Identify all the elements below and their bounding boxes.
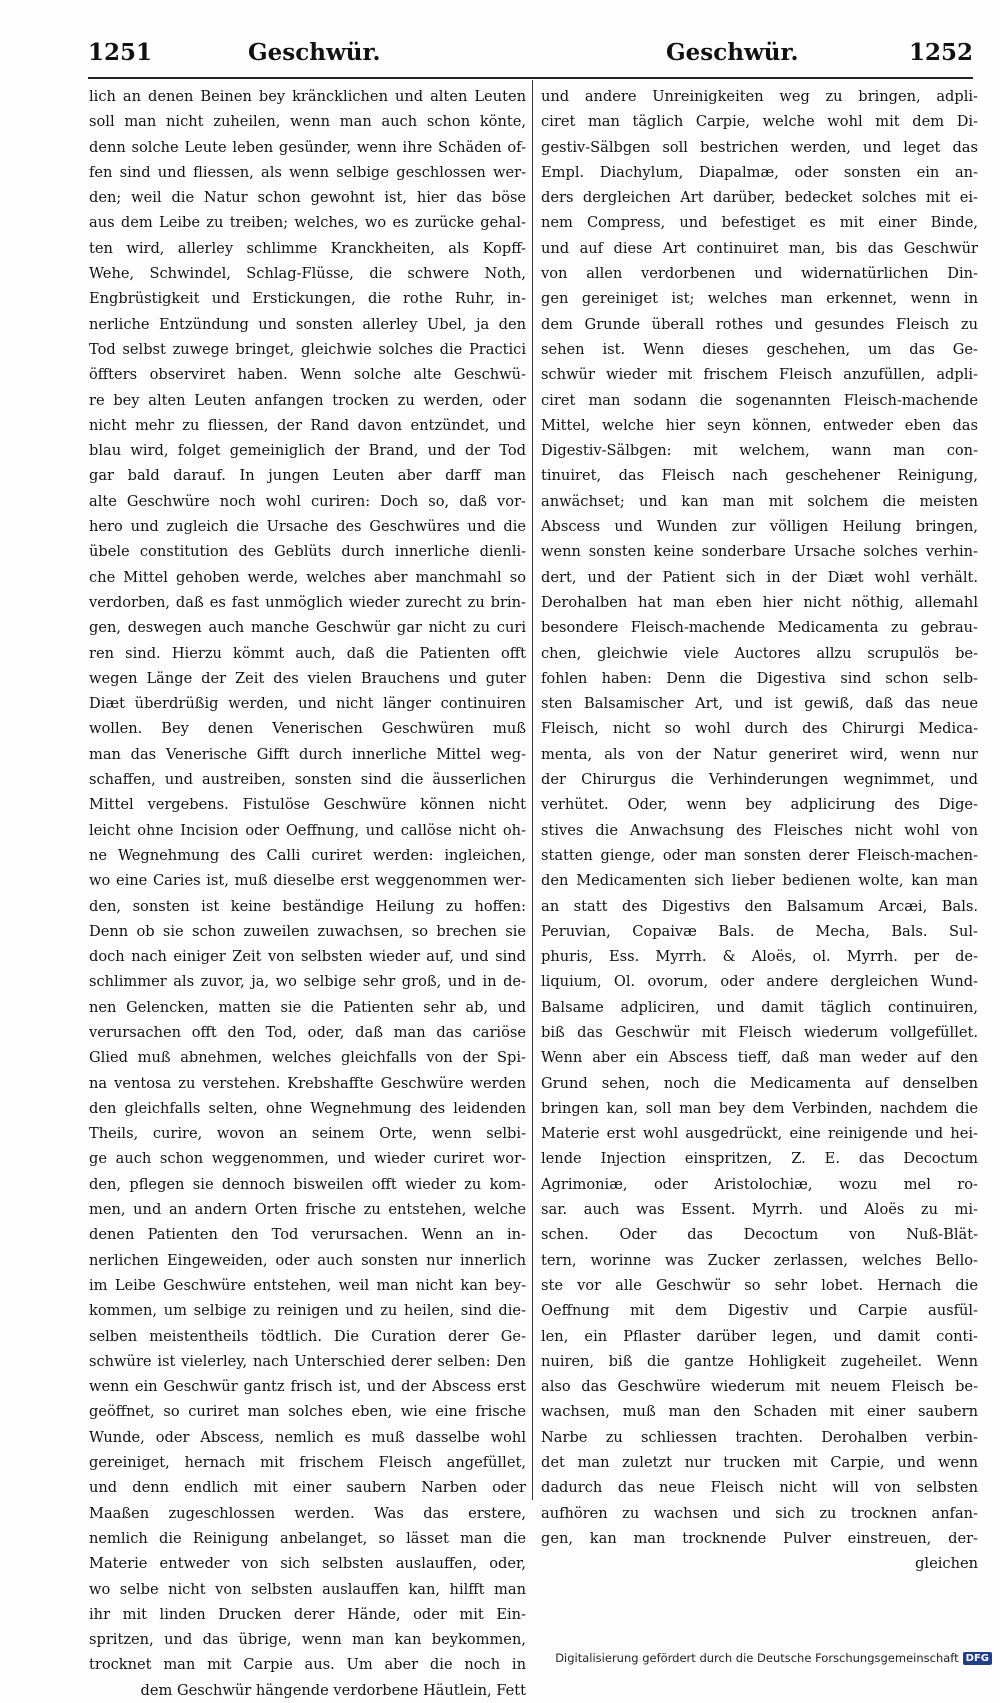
text-line: wollen. Bey denen Venerischen Geschwüren muß (89, 720, 526, 738)
text-line: ste vor alle Geschwür so sehr lobet. Hernach die (541, 1276, 978, 1294)
text-line: Glied muß abnehmen, welches gleichfalls von der Spi- (89, 1049, 526, 1067)
text-line: ders dergleichen Art darüber, bedecket solches mit ei- (541, 189, 978, 207)
text-line: Wenn aber ein Abscess tieff, daß man weder auf den (541, 1049, 978, 1067)
text-line: den, sonsten ist keine beständige Heilung zu hoffen: (89, 897, 526, 915)
running-title-right: Geschwür. (666, 39, 799, 66)
text-line: Materie erst wohl ausgedrückt, eine reinigende und hei- (541, 1125, 978, 1143)
text-line: schaffen, und austreiben, sonsten sind die äusserlichen (89, 771, 526, 789)
text-line: selben meistentheils tödtlich. Die Curation derer Ge- (89, 1327, 526, 1345)
text-line: Wunde, oder Abscess, nemlich es muß dasselbe wohl (89, 1428, 526, 1446)
text-line: wenn ein Geschwür gantz frisch ist, und der Abscess erst (89, 1378, 526, 1396)
text-line: gen gereiniget ist; welches man erkennet, wenn in (541, 290, 978, 308)
text-line: nicht mehr zu fliessen, der Rand davon entzündet, und (89, 416, 526, 434)
text-line: Diæt überdrüßig werden, und nicht länger continuiren (89, 695, 526, 713)
text-line: geöffnet, so curiret man solches eben, wie eine frische (89, 1403, 526, 1421)
text-line: Mittel vergebens. Fistulöse Geschwüre können nicht (89, 796, 526, 814)
text-line: che Mittel gehoben werde, welches aber manchmahl so (89, 568, 526, 586)
text-line: biß das Geschwür mit Fleisch wiederum vollgefüllet. (541, 1023, 978, 1041)
text-line: wegen Länge der Zeit des vielen Brauchens und guter (89, 669, 526, 687)
text-line: Tod selbst zuwege bringet, gleichwie solches die Practici (89, 340, 526, 358)
text-line: men, und an andern Orten frische zu entstehen, welche (89, 1201, 526, 1219)
text-line: gen, kan man trocknende Pulver einstreuen, der- (541, 1529, 978, 1547)
text-line: fen sind und fliessen, als wenn selbige geschlossen wer- (89, 163, 526, 181)
text-line: anwächset; und kan man mit solchem die meisten (541, 492, 978, 510)
text-line: tern, worinne was Zucker zerlassen, welches Bello- (541, 1251, 978, 1269)
text-line: Peruvian, Copaivæ Bals. de Mecha, Bals. Sul- (541, 922, 978, 940)
text-line: den, pflegen sie dennoch bisweilen offt wieder zu kom- (89, 1175, 526, 1193)
text-line: trocknet man mit Carpie aus. Um aber die noch in (89, 1656, 526, 1674)
text-line: Agrimoniæ, oder Aristolochiæ, wozu mel ro- (541, 1175, 978, 1193)
text-line: wo eine Caries ist, muß dieselbe erst weggenommen wer- (89, 872, 526, 890)
text-line: det man zuletzt nur trucken mit Carpie, und wenn (541, 1454, 978, 1472)
text-line: Abscess und Wunden zur völligen Heilung bringen, (541, 518, 978, 536)
text-line: nem Compress, und befestiget es mit einer Binde, (541, 214, 978, 232)
text-line: den gleichfalls selten, ohne Wegnehmung des leidenden (89, 1099, 526, 1117)
text-line: Engbrüstigkeit und Erstickungen, die rothe Ruhr, in- (89, 290, 526, 308)
text-line: sehen ist. Wenn dieses geschehen, um das Ge- (541, 340, 978, 358)
text-line: nerliche Entzündung und sonsten allerley Ubel, ja den (89, 315, 526, 333)
text-line: fohlen haben: Denn die Digestiva sind schon selb- (541, 669, 978, 687)
page-header (88, 36, 973, 76)
text-line: re bey alten Leuten anfangen trocken zu werden, oder (89, 391, 526, 409)
text-line: leicht ohne Incision oder Oeffnung, und callöse nicht oh- (89, 821, 526, 839)
text-line: dadurch das neue Fleisch nicht will von selbsten (541, 1479, 978, 1497)
text-line: gleichen (915, 1555, 978, 1573)
text-line: den Medicamenten sich lieber bedienen wolte, kan man (541, 872, 978, 890)
text-line: wachsen, muß man den Schaden mit einer saubern (541, 1403, 978, 1421)
text-line: Maaßen zugeschlossen werden. Was das erstere, (89, 1504, 526, 1522)
text-line: verursachen offt den Tod, oder, daß man das cariöse (89, 1023, 526, 1041)
text-line: ne Wegnehmung des Calli curiret werden: ingleichen, (89, 846, 526, 864)
text-line: lich an denen Beinen bey kräncklichen und alten Leuten (89, 88, 526, 105)
running-title-left: Geschwür. (248, 39, 381, 66)
text-line: von allen verdorbenen und widernatürlichen Din- (541, 265, 978, 283)
text-line: ciret man sodann die sogenannten Fleisch-machende (541, 391, 978, 409)
text-line: hero und zugleich die Ursache des Geschwüres und die (89, 518, 526, 536)
text-line: statten gienge, oder man sonsten derer Fleisch-machen- (541, 846, 978, 864)
text-line: also das Geschwüre wiederum mit neuem Fleisch be- (541, 1378, 978, 1396)
text-line: ten wird, allerley schlimme Kranckheiten, als Kopff- (89, 239, 526, 257)
text-line: Oeffnung mit dem Digestiv und Carpie ausfül- (541, 1302, 978, 1320)
text-line: soll man nicht zuheilen, wenn man auch schon könte, (89, 113, 526, 131)
text-line: ciret man täglich Carpie, welche wohl mit dem Di- (541, 113, 978, 131)
text-line: lende Injection einspritzen, Z. E. das Decoctum (541, 1150, 978, 1168)
text-line: gereiniget, hernach mit frischem Fleisch angefüllet, (89, 1454, 526, 1472)
text-line: und andere Unreinigkeiten weg zu bringen, adpli- (541, 88, 978, 105)
text-line: ihr mit linden Drucken derer Hände, oder mit Ein- (89, 1605, 526, 1623)
text-line: denen Patienten den Tod verursachen. Wenn an in- (89, 1226, 526, 1244)
text-line: gar bald darauf. In jungen Leuten aber darff man (89, 467, 526, 485)
text-line: den; weil die Natur schon gewohnt ist, hier das böse (89, 189, 526, 207)
text-line: na ventosa zu verstehen. Krebshaffte Geschwüre werden (89, 1074, 526, 1092)
text-line: aus dem Leibe zu treiben; welches, wo es zurücke gehal- (89, 214, 526, 232)
text-line: Materie entweder von sich selbsten auslauffen, oder, (89, 1555, 526, 1573)
text-line: und denn endlich mit einer saubern Narben oder (89, 1479, 526, 1497)
text-line: Wehe, Schwindel, Schlag-Flüsse, die schwere Noth, (89, 265, 526, 283)
dfg-logo: DFG (963, 1652, 992, 1665)
text-line: liquium, Ol. ovorum, oder andere dergleichen Wund- (541, 973, 978, 991)
text-line: nemlich die Reinigung anbelanget, so lässet man die (89, 1529, 526, 1547)
left-column (89, 84, 526, 1703)
text-line: schen. Oder das Decoctum von Nuß-Blät- (541, 1226, 978, 1244)
text-line: aufhören zu wachsen und sich zu trocknen anfan- (541, 1504, 978, 1522)
header-rule (88, 77, 973, 79)
text-line: öffters observiret haben. Wenn solche alte Geschwü- (89, 366, 526, 384)
text-line: verdorben, daß es fast unmöglich wieder zurecht zu brin- (89, 593, 526, 611)
text-line: stives die Anwachsung des Fleisches nicht wohl von (541, 821, 978, 839)
text-line: Balsame adpliciren, und damit täglich continuiren, (541, 998, 978, 1016)
column-divider (532, 80, 533, 1500)
text-line: an statt des Digestivs den Balsamum Arcæi, Bals. (541, 897, 978, 915)
text-line: chen, gleichwie viele Auctores allzu scrupulös be- (541, 644, 978, 662)
text-line: im Leibe Geschwüre entstehen, weil man nicht kan bey- (89, 1276, 526, 1294)
text-line: Derohalben hat man eben hier nicht nöthig, allemahl (541, 593, 978, 611)
text-line: schwür wieder mit frischem Fleisch anzufüllen, adpli- (541, 366, 978, 384)
text-line: Fleisch, nicht so wohl durch des Chirurgi Medica- (541, 720, 978, 738)
text-line: denn solche Leute leben gesünder, wenn ihre Schäden of- (89, 138, 526, 156)
text-line: schwüre ist vielerley, nach Unterschied derer selben: Den (89, 1352, 526, 1370)
text-line: verhütet. Oder, wenn bey adplicirung des Dige- (541, 796, 978, 814)
digitization-credit (555, 1651, 992, 1665)
text-line: Mittel, welche hier seyn können, entweder eben das (541, 416, 978, 434)
text-line: wenn sonsten keine sonderbare Ursache solches verhin- (541, 543, 978, 561)
text-line: bringen kan, soll man bey dem Verbinden, nachdem die (541, 1099, 978, 1117)
text-line: wo selbe nicht von selbsten auslauffen kan, hilfft man (89, 1580, 526, 1598)
text-line: doch nach einiger Zeit von selbsten wieder auf, und sind (89, 948, 526, 966)
text-line: Narbe zu schliessen trachten. Derohalben verbin- (541, 1428, 978, 1446)
text-line: der Chirurgus die Verhinderungen wegnimmet, und (541, 771, 978, 789)
text-line: alte Geschwüre noch wohl curiren: Doch so, daß vor- (89, 492, 526, 510)
text-line: spritzen, und das übrige, wenn man kan beykommen, (89, 1631, 526, 1649)
text-line: tinuiret, das Fleisch nach geschehener Reinigung, (541, 467, 978, 485)
text-line: Empl. Diachylum, Diapalmæ, oder sonsten ein an- (541, 163, 978, 181)
text-line: ge auch schon weggenommen, und wieder curiret wor- (89, 1150, 526, 1168)
text-line: len, ein Pflaster darüber legen, und damit conti- (541, 1327, 978, 1345)
text-line: dem Geschwür hängende verdorbene Häutlein, Fett (140, 1681, 526, 1699)
text-line: nerlichen Eingeweiden, oder auch sonsten nur innerlich (89, 1251, 526, 1269)
text-line: und auf diese Art continuiret man, bis das Geschwür (541, 239, 978, 257)
text-line: dem Grunde überall rothes und gesundes Fleisch zu (541, 315, 978, 333)
text-line: phuris, Ess. Myrrh. & Aloës, ol. Myrrh. per de- (541, 948, 978, 966)
text-line: Denn ob sie schon zuweilen zuwachsen, so brechen sie (89, 922, 526, 940)
page-number-right: 1252 (908, 39, 973, 66)
page-number-left: 1251 (88, 39, 153, 66)
right-column (541, 84, 978, 1577)
text-line: ren sind. Hierzu kömmt auch, daß die Patienten offt (89, 644, 526, 662)
text-line: besondere Fleisch-machende Medicamenta zu gebrau- (541, 619, 978, 637)
text-line: Grund sehen, noch die Medicamenta auf denselben (541, 1074, 978, 1092)
text-line: übele constitution des Geblüts durch innerliche dienli- (89, 543, 526, 561)
text-line: Digestiv-Sälbgen: mit welchem, wann man con- (541, 442, 978, 460)
text-line: kommen, um selbige zu reinigen und zu heilen, sind die- (89, 1302, 526, 1320)
text-line: Theils, curire, wovon an seinem Orte, wenn selbi- (89, 1125, 526, 1143)
text-line: nen Gelencken, matten sie die Patienten sehr ab, und (89, 998, 526, 1016)
text-line: blau wird, folget gemeiniglich der Brand, und der Tod (89, 442, 526, 460)
text-line: gen, deswegen auch manche Geschwür gar nicht zu curi (89, 619, 526, 637)
text-line: schlimmer als zuvor, ja, wo selbige sehr groß, und in de- (89, 973, 526, 991)
text-line: sar. auch was Essent. Myrrh. und Aloës zu mi- (541, 1201, 978, 1219)
text-line: sten Balsamischer Art, und ist gewiß, daß das neue (541, 695, 978, 713)
text-line: menta, als von der Natur generiret wird, wenn nur (541, 745, 978, 763)
text-line: nuiren, biß die gantze Hohligkeit zugeheilet. Wenn (541, 1352, 978, 1370)
text-line: man das Venerische Gifft durch innerliche Mittel weg- (89, 745, 526, 763)
credit-text: Digitalisierung gefördert durch die Deutsche Forschungsgemeinschaft (555, 1651, 959, 1665)
text-line: gestiv-Sälbgen soll bestrichen werden, und leget das (541, 138, 978, 156)
text-line: dert, und der Patient sich in der Diæt wohl verhält. (541, 568, 978, 586)
